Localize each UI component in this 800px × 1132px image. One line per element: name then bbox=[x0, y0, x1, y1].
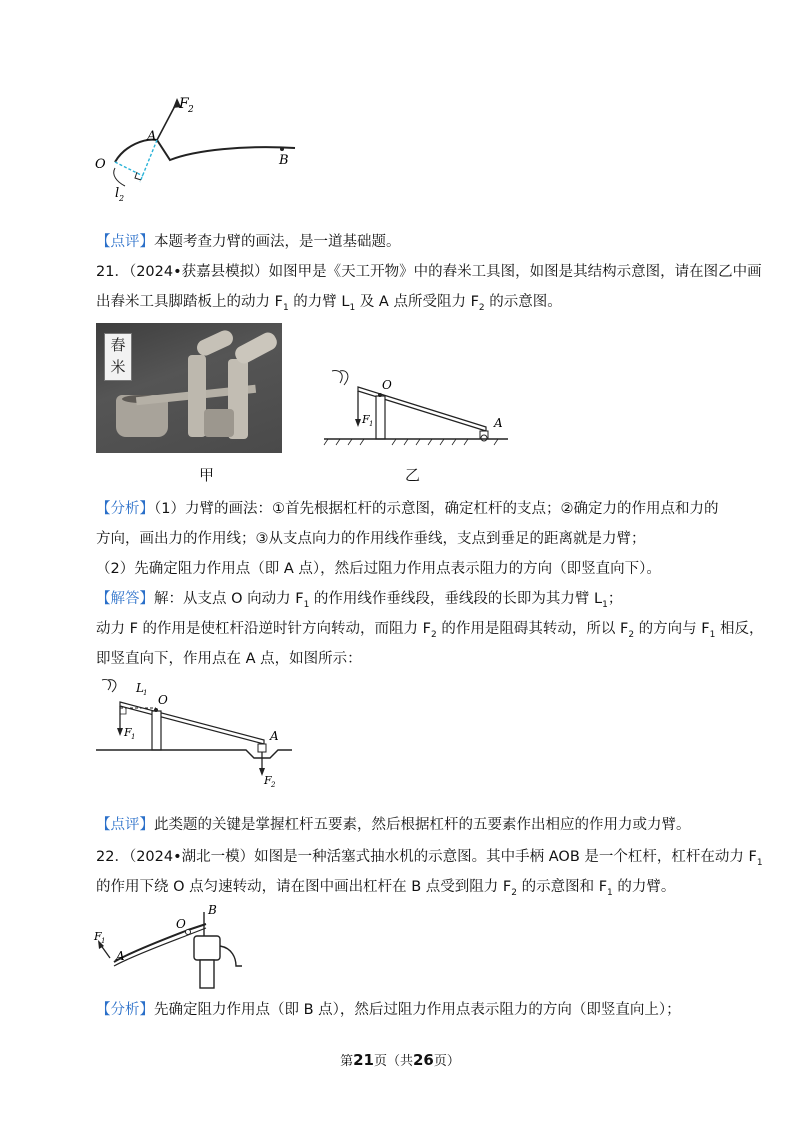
answer-o-label: O bbox=[158, 693, 168, 707]
lever-figure-top bbox=[85, 90, 305, 205]
rice-pounder-photo bbox=[96, 323, 282, 453]
question-21-line-1: 21．（2024•获嘉县模拟）如图甲是《天工开物》中的舂米工具图，如图是其结构示意图，请在图乙中画 bbox=[96, 264, 762, 280]
f2-label: F bbox=[179, 96, 189, 112]
answer-f2-label: F bbox=[264, 774, 272, 787]
answer-21-line-1: 【解答】解：从支点 O 向动力 $F_1$ 的作用线作垂线段，垂线段的长即为其力臂 $L_1$； bbox=[96, 591, 623, 610]
comment-21: 【点评】此类题的关键是掌握杠杆五要素，然后根据杠杆的五要素作出相应的作用力或力臂。 bbox=[96, 817, 691, 833]
pump-diagram bbox=[90, 902, 260, 992]
l2-subscript: 2 bbox=[119, 194, 125, 203]
question-21-line-2: 出舂米工具脚踏板上的动力 $F_1$ 的力臂 $L_1$ 及 A 点所受阻力 $F_2$ 的示意图。 bbox=[96, 294, 562, 313]
answer-f1-label: F bbox=[124, 726, 132, 739]
pump-f1-subscript: 1 bbox=[101, 937, 106, 945]
label-yi: 乙 bbox=[405, 466, 421, 484]
pump-o-label: O bbox=[176, 917, 186, 931]
pump-a-label: A bbox=[116, 949, 125, 963]
analysis-21-line-2: 方向，画出力的作用线；③从支点向力的作用线作垂线，支点到垂足的距离就是力臂； bbox=[96, 531, 646, 547]
comment-1: 【点评】本题考查力臂的画法，是一道基础题。 bbox=[96, 234, 401, 250]
label-jia: 甲 bbox=[199, 466, 215, 484]
f2-subscript: 2 bbox=[188, 105, 194, 115]
diagram-a-label: A bbox=[494, 416, 503, 430]
diagram-o-label: O bbox=[382, 378, 392, 392]
question-22-line-1: 22．（2024•湖北一模）如图是一种活塞式抽水机的示意图。其中手柄 AOB 是一个杠杆，杠杆在动力 $F_1$ bbox=[96, 849, 763, 868]
answer-f2-subscript: 2 bbox=[271, 781, 276, 788]
answer-l1-label: L bbox=[136, 681, 144, 695]
photo-title-box: 舂 米 bbox=[104, 333, 132, 381]
diagram-f1-subscript: 1 bbox=[369, 420, 374, 428]
analysis-21-line-1: 【分析】（1）力臂的画法：①首先根据杠杆的示意图，确定杠杆的支点；②确定力的作用点和力的 bbox=[96, 501, 719, 517]
answer-f1-subscript: 1 bbox=[131, 733, 136, 741]
pump-b-label: B bbox=[208, 903, 217, 917]
analysis-22: 【分析】先确定阻力作用点（即 B 点），然后过阻力作用点表示阻力的方向（即竖直向上）； bbox=[96, 1002, 681, 1018]
point-o-label: O bbox=[95, 157, 106, 172]
point-a-label: A bbox=[147, 129, 157, 144]
answer-a-label: A bbox=[270, 729, 279, 743]
diagram-f1-label: F bbox=[362, 413, 370, 426]
analysis-21-line-3: （2）先确定阻力作用点（即 A 点），然后过阻力作用点表示阻力的方向（即竖直向下）。 bbox=[96, 561, 661, 577]
answer-21-line-2: 动力 F 的作用是使杠杆沿逆时针方向转动，而阻力 $F_2$ 的作用是阻碍其转动，所以 $F_2$ 的方向与 $F_1$ 相反， bbox=[96, 621, 764, 640]
point-b-label: B bbox=[279, 153, 289, 168]
page-footer: 第21页（共26页） bbox=[340, 1051, 460, 1069]
answer-l1-subscript: 1 bbox=[143, 689, 148, 697]
answer-21-line-3: 即竖直向下，作用点在 A 点，如图所示： bbox=[96, 651, 362, 667]
lever-diagram-yi bbox=[318, 365, 508, 455]
l2-label: l bbox=[115, 186, 120, 201]
pump-f1-label: F bbox=[94, 930, 102, 943]
question-22-line-2: 的作用下绕 O 点匀速转动，请在图中画出杠杆在 B 点受到阻力 $F_2$ 的示意图和 $F_1$ 的力臂。 bbox=[96, 879, 676, 898]
lever-answer-diagram bbox=[94, 678, 294, 788]
